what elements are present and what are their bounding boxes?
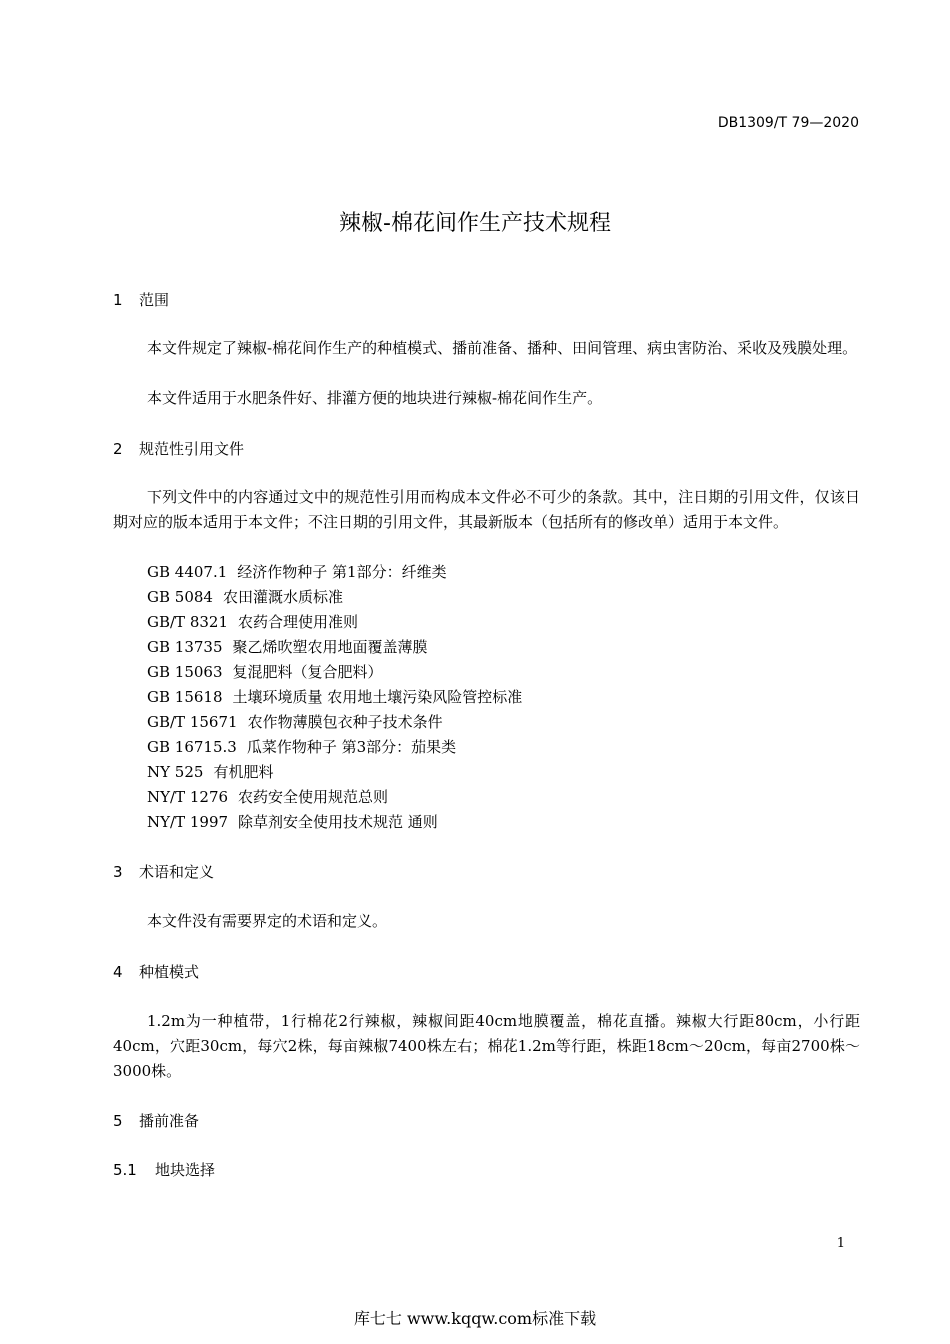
list-item — [147, 685, 522, 710]
section-heading-scope — [113, 289, 169, 310]
section-number: 3 — [113, 863, 123, 881]
section-title: 种植模式 — [139, 963, 200, 981]
page-number: 1 — [836, 1236, 845, 1251]
reference-title: 瓜菜作物种子 第3部分：茄果类 — [246, 738, 457, 756]
reference-code: GB 15063 — [147, 663, 223, 681]
reference-code: NY/T 1276 — [147, 788, 229, 806]
reference-title: 土壤环境质量 农用地土壤污染风险管控标准 — [232, 688, 523, 706]
section-heading-presowing-preparation — [113, 1110, 199, 1131]
reference-code: GB 15618 — [147, 688, 223, 706]
reference-code: GB 4407.1 — [147, 563, 228, 581]
section-heading-planting-mode — [113, 961, 199, 982]
section-title: 范围 — [139, 291, 170, 309]
section-title: 术语和定义 — [139, 863, 215, 881]
list-item — [147, 560, 522, 585]
paragraph: 下列文件中的内容通过文中的规范性引用而构成本文件必不可少的条款。其中，注日期的引用文件，仅该日期对应的版本适用于本文件；不注日期的引用文件，其最新版本（包括所有的修改单）适用于本文件。 — [113, 488, 860, 531]
section-title: 播前准备 — [139, 1112, 200, 1130]
section-number: 2 — [113, 440, 123, 458]
list-item — [147, 760, 522, 785]
list-item — [147, 710, 522, 735]
reference-code: GB/T 8321 — [147, 613, 229, 631]
subsection-number: 5.1 — [113, 1161, 137, 1179]
section-heading-normative-references — [113, 438, 244, 459]
reference-code: GB/T 15671 — [147, 713, 238, 731]
paragraph: 1.2m为一种植带，1行棉花2行辣椒，辣椒间距40cm地膜覆盖，棉花直播。辣椒大行距80cm，小行距40cm，穴距30cm，每穴2株，每亩辣椒7400株左右；棉花1.2m等行距，株距18cm～20cm，每亩2700株～3000株。 — [113, 1012, 860, 1080]
list-item — [147, 735, 522, 760]
list-item — [147, 660, 522, 685]
reference-code: GB 16715.3 — [147, 738, 237, 756]
list-item — [147, 635, 522, 660]
reference-list — [147, 560, 522, 835]
paragraph: 本文件适用于水肥条件好、排灌方便的地块进行辣椒-棉花间作生产。 — [147, 389, 603, 407]
section-heading-terms-definitions — [113, 861, 214, 882]
reference-title: 农作物薄膜包衣种子技术条件 — [247, 713, 443, 731]
document-title: 辣椒-棉花间作生产技术规程 — [339, 211, 611, 236]
paragraph: 本文件没有需要界定的术语和定义。 — [147, 912, 388, 930]
document-code: DB1309/T 79—2020 — [717, 115, 859, 131]
reference-title: 复混肥料（复合肥料） — [232, 663, 383, 681]
list-item — [147, 585, 522, 610]
reference-code: NY/T 1997 — [147, 813, 229, 831]
list-item — [147, 610, 522, 635]
section-number: 4 — [113, 963, 123, 981]
subsection-heading-plot-selection — [113, 1159, 215, 1180]
list-item — [147, 785, 522, 810]
subsection-title: 地块选择 — [155, 1161, 216, 1179]
section-title: 规范性引用文件 — [139, 440, 245, 458]
reference-title: 聚乙烯吹塑农用地面覆盖薄膜 — [232, 638, 428, 656]
reference-code: GB 13735 — [147, 638, 223, 656]
list-item — [147, 810, 522, 835]
reference-title: 农药合理使用准则 — [238, 613, 359, 631]
reference-title: 除草剂安全使用技术规范 通则 — [238, 813, 438, 831]
reference-title: 有机肥料 — [213, 763, 274, 781]
reference-title: 经济作物种子 第1部分：纤维类 — [237, 563, 447, 581]
reference-title: 农田灌溉水质标准 — [222, 588, 343, 606]
section-number: 5 — [113, 1112, 123, 1130]
reference-code: GB 5084 — [147, 588, 213, 606]
section-number: 1 — [113, 291, 123, 309]
paragraph: 本文件规定了辣椒-棉花间作生产的种植模式、播前准备、播种、田间管理、病虫害防治、采收及残膜处理。 — [147, 339, 858, 357]
reference-title: 农药安全使用规范总则 — [238, 788, 389, 806]
reference-code: NY 525 — [147, 763, 204, 781]
footer-site-text: 库七七 www.kqqw.com标准下载 — [353, 1309, 597, 1328]
